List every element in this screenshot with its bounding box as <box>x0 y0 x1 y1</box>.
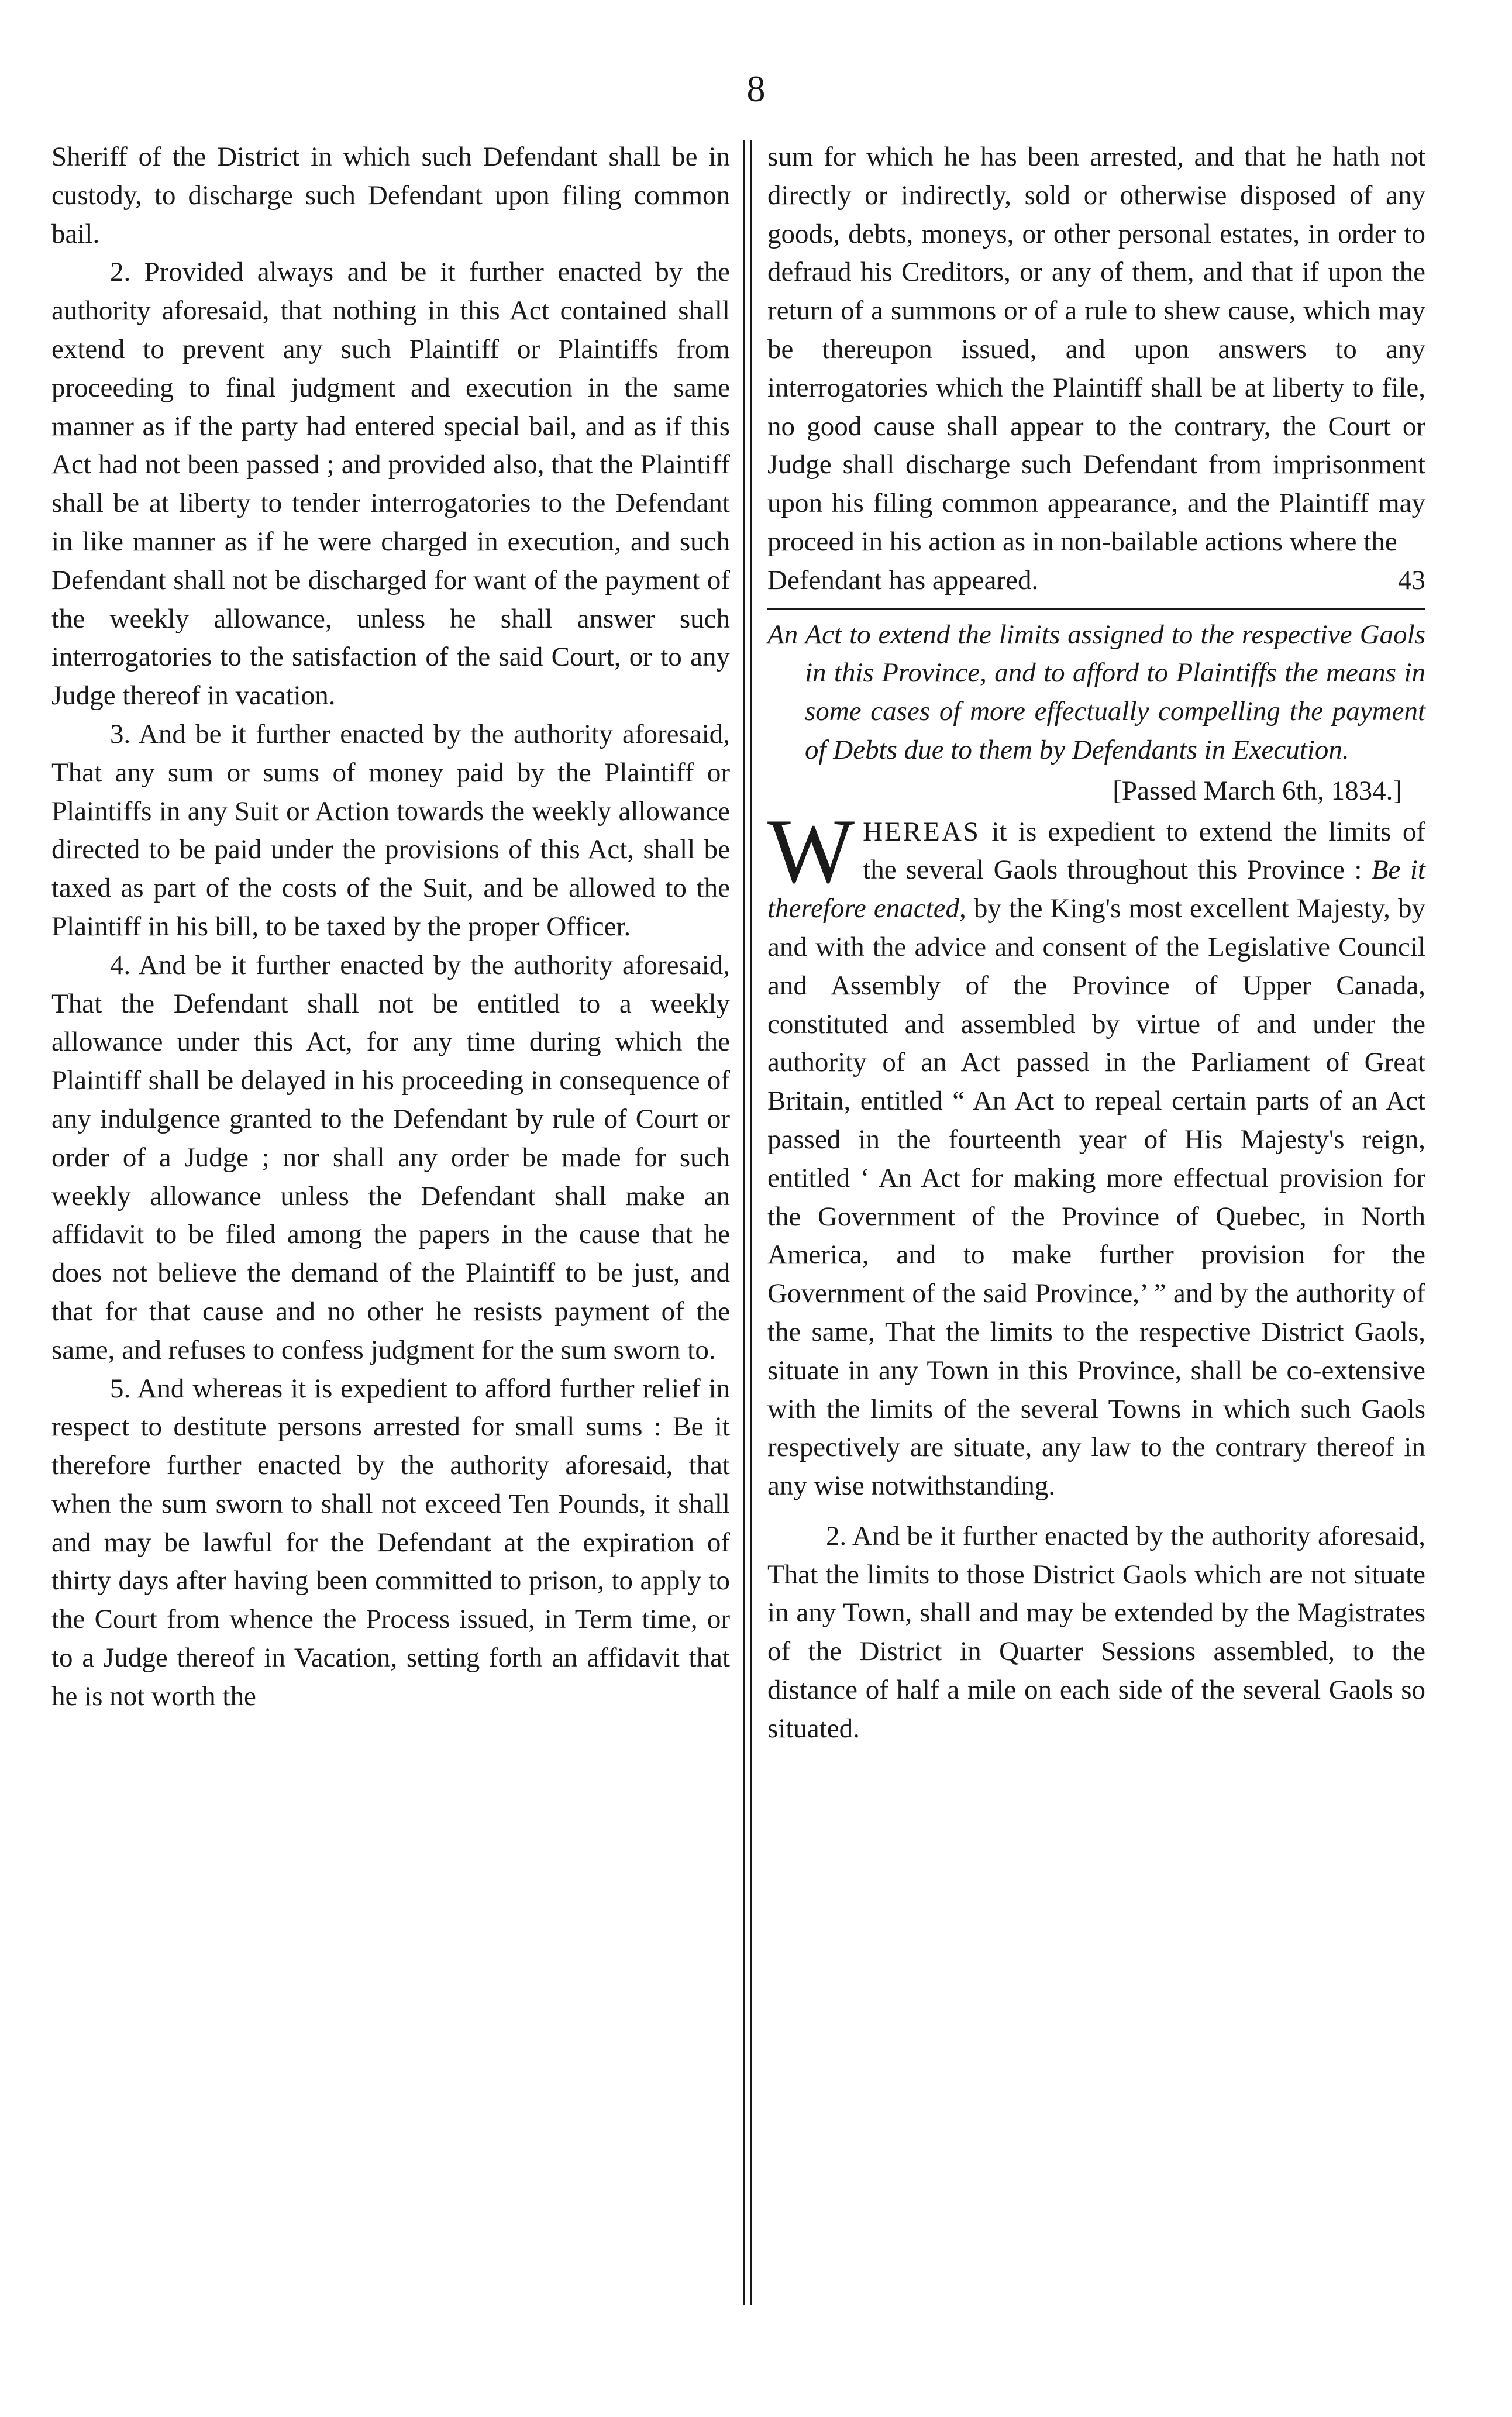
left-paragraph-5: 5. And whereas it is expedient to afford further relief in respect to destitute persons arrested for small sums : Be it therefore further enacted by the authority aforesaid, that when the sum sworn to shall not exceed Ten Pounds, it shall and may be lawful for the Defendant at the expiration of thirty days after having been committed to prison, to apply to the Court from whence the Process issued, in Term time, or to a Judge thereof in Vacation, setting forth an affidavit that he is not worth the <box>51 1373 730 1712</box>
column-divider <box>743 140 752 2305</box>
whereas-rest: by the King's most excellent Majesty, by and with the advice and consent of the Legislative Council and Assembly of the Province of Upper Canada, constituted and assembled by virtue of and under the authority of an Act passed in the Parliament of Great Britain, entitled “ An Act to repeal certain parts of an Act passed in the fourteenth year of His Majesty's reign, entitled ‘ An Act for making more effectual provision for the Government of the Province of Quebec, in North America, and to make further provision for the Government of the said Province,’ ” and by the authority of the same, That the limits to the respective District Gaols, situate in any Town in this Province, shall be co-extensive with the limits of the several Towns in which such Gaols respectively are situate, any law to the contrary thereof in any wise notwithstanding. <box>767 893 1425 1502</box>
right-paragraph-1-last-line: Defendant has appeared. <box>767 564 1039 595</box>
whereas-italic: Be it therefore enacted, <box>767 855 1425 924</box>
left-paragraph-1: Sheriff of the District in which such Defendant shall be in custody, to discharge such Defendant upon filing common bail. <box>51 142 730 249</box>
act-number: 43 <box>1398 564 1425 595</box>
right-paragraph-2: 2. And be it further enacted by the authority aforesaid, That the limits to those District Gaols which are not situate in any Town, shall and may be extended by the Magistrates of the District in Quarter Sessions assembled, to the distance of half a mile on each side of the several Gaols so situated. <box>767 1520 1425 1744</box>
left-column <box>51 138 730 1716</box>
page-number: 8 <box>746 68 766 109</box>
whereas-caps: HEREAS <box>863 816 980 847</box>
act-title: An Act to extend the limits assigned to the respective Gaols in this Province, and to afford to Plaintiffs the means in some cases of more effectually compelling the payment of Debts due to them by Defendants in Execution. <box>767 619 1425 765</box>
left-paragraph-3: 3. And be it further enacted by the authority aforesaid, That any sum or sums of money paid by the Plaintiff or Plaintiffs in any Suit or Action towards the weekly allowance directed to be paid under the provisions of this Act, shall be taxed as part of the costs of the Suit, and be allowed to the Plaintiff in his bill, to be taxed by the proper Officer. <box>51 718 730 942</box>
right-paragraph-1 <box>767 138 1425 562</box>
left-paragraph-4: 4. And be it further enacted by the authority aforesaid, That the Defendant shall not be entitled to a weekly allowance under this Act, for any time during which the Plaintiff shall be delayed in his proceeding in consequence of any indulgence granted to the Defendant by rule of Court or order of a Judge ; nor shall any order be made for such weekly allowance unless the Defendant shall make an affidavit to be filed among the papers in the cause that he does not believe the demand of the Plaintiff to be just, and that for that cause and no other he resists payment of the same, and refuses to confess judgment for the sum sworn to. <box>51 949 730 1365</box>
act-end-line <box>767 562 1425 600</box>
whereas-paragraph <box>767 800 1425 1506</box>
drop-cap-initial: W <box>767 800 855 903</box>
passed-date: [Passed March 6th, 1834.] <box>1113 775 1402 806</box>
section-rule <box>767 608 1425 610</box>
right-column <box>767 138 1425 1748</box>
right-paragraph-1-text: sum for which he has been arrested, and that he hath not directly or indirectly, sold or otherwise disposed of any goods, debts, moneys, or other personal estates, in order to defraud his Creditors, or any of them, and that if upon the return of a summons or of a rule to shew cause, which may be thereupon issued, and upon answers to any interrogatories which the Plaintiff shall be at liberty to file, no good cause shall appear to the contrary, the Court or Judge shall discharge such Defendant from imprisonment upon his filing common appearance, and the Plaintiff may proceed in his action as in non-bailable actions where the <box>767 142 1425 557</box>
left-paragraph-2: 2. Provided always and be it further enacted by the authority aforesaid, that nothing in this Act contained shall extend to prevent any such Plaintiff or Plaintiffs from proceeding to final judgment and execution in the same manner as if the party had entered special bail, and as if this Act had not been passed ; and provided also, that the Plaintiff shall be at liberty to tender interrogatories to the Defendant in like manner as if he were charged in execution, and such Defendant shall not be discharged for want of the payment of the weekly allowance, unless he shall answer such interrogatories to the satisfaction of the said Court, or to any Judge thereof in vacation. <box>51 257 730 711</box>
whereas-text: it is expedient to extend the limits of the several Gaols throughout this Province : <box>863 816 1425 886</box>
